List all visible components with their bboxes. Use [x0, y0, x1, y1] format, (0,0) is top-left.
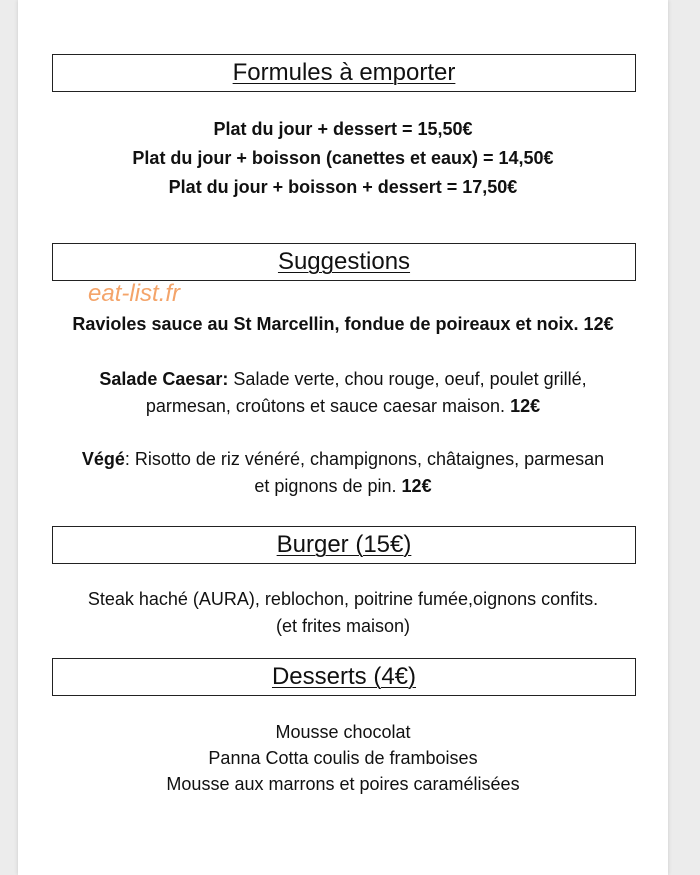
watermark: eat-list.fr — [88, 280, 181, 307]
dessert-item: Mousse chocolat — [275, 722, 411, 742]
caesar-name: Salade Caesar: — [99, 369, 229, 389]
caesar-desc-2: parmesan, croûtons et sauce caesar maison. — [145, 396, 506, 416]
desserts-title: Desserts (4€) — [271, 663, 417, 690]
vege-price: 12€ — [401, 476, 432, 496]
suggestions-header-box — [52, 243, 636, 281]
vege-desc-2: et pignons de pin. — [254, 476, 397, 496]
vege-desc-1: : Risotto de riz vénéré, champignons, châtaignes, parmesan — [124, 449, 605, 469]
formules-header-box — [52, 54, 636, 92]
suggestions-title: Suggestions — [277, 248, 411, 275]
suggestion-caesar-line1 — [18, 366, 668, 392]
formule-item: Plat du jour + boisson (canettes et eaux) = 14,50€ — [132, 148, 554, 168]
dessert-item: Mousse aux marrons et poires caramélisées — [166, 774, 520, 794]
suggestion-vege-line2 — [18, 473, 668, 499]
burger-desc-2: (et frites maison) — [275, 616, 411, 636]
caesar-desc-1: Salade verte, chou rouge, oeuf, poulet grillé, — [233, 369, 587, 389]
suggestion-caesar-line2 — [18, 393, 668, 419]
burger-title: Burger (15€) — [276, 531, 412, 558]
burger-header-box — [52, 526, 636, 564]
vege-name: Végé — [81, 449, 125, 469]
menu-page — [18, 0, 668, 875]
desserts-header-box — [52, 658, 636, 696]
formule-item: Plat du jour + dessert = 15,50€ — [213, 119, 473, 139]
suggestion-ravioles: Ravioles sauce au St Marcellin, fondue de poireaux et noix. 12€ — [72, 314, 614, 334]
formules-title: Formules à emporter — [232, 59, 456, 86]
dessert-item: Panna Cotta coulis de framboises — [208, 748, 478, 768]
formule-item: Plat du jour + boisson + dessert = 17,50€ — [168, 177, 518, 197]
burger-desc-1: Steak haché (AURA), reblochon, poitrine fumée,oignons confits. — [87, 589, 599, 609]
suggestion-vege-line1 — [18, 446, 668, 472]
caesar-price: 12€ — [510, 396, 541, 416]
